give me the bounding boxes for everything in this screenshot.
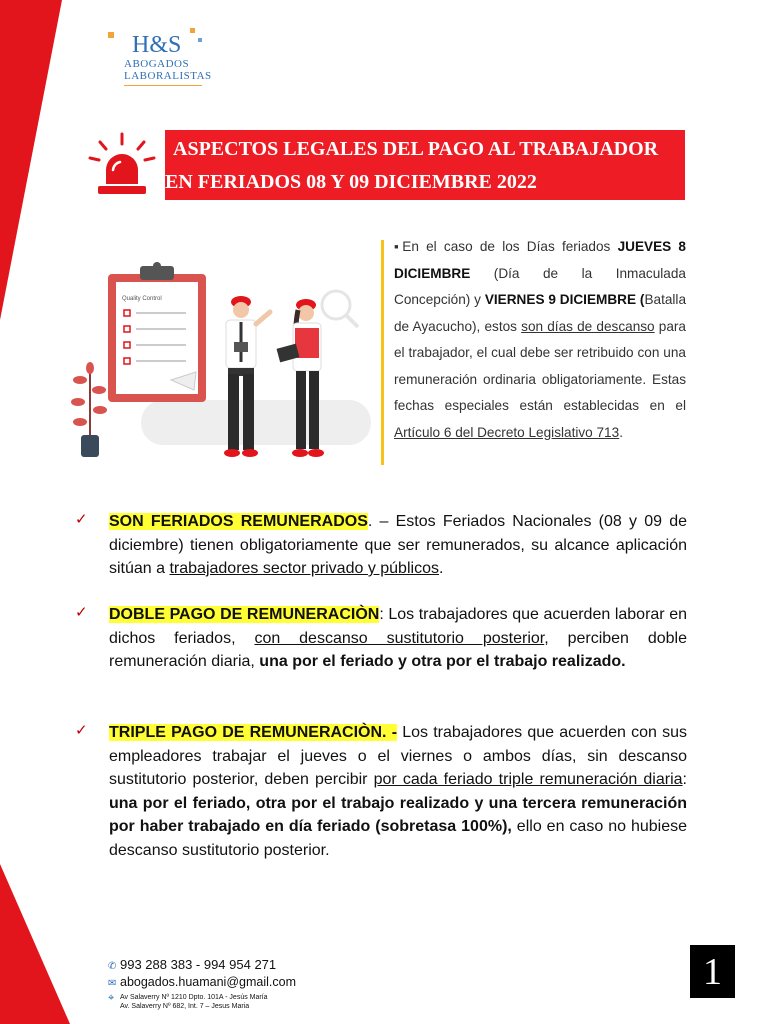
item-heading: SON FERIADOS REMUNERADOS: [109, 513, 368, 530]
intro-bold-date: VIERNES 9 DICIEMBRE (: [484, 292, 645, 307]
intro-underlined: son días de descanso: [521, 318, 655, 334]
corner-decoration-top: [0, 0, 62, 320]
divider-bar: [381, 240, 384, 465]
footer-phone: 993 288 383 - 994 954 271: [120, 957, 277, 972]
intro-text: para el trabajador, el cual debe ser retribuido con una remuneración ordinaria obligatoriamente. Estas fechas especiales están establecidas en el: [394, 318, 686, 413]
siren-icon: [86, 132, 158, 200]
location-icon: ⌖: [108, 991, 115, 1004]
list-item-text: [109, 603, 687, 674]
title-banner: [165, 130, 685, 200]
logo-line1: ABOGADOS: [124, 58, 190, 70]
email-icon: ✉: [108, 978, 117, 989]
item-body: .: [438, 560, 444, 577]
footer-address: [120, 993, 268, 1011]
checkmark-icon: ✓: [75, 510, 88, 528]
item-body: , perciben doble remuneración diaria,: [109, 629, 688, 670]
clipboard-label: Quality Control: [122, 296, 162, 302]
logo-line2: LABORALISTAS: [124, 70, 212, 82]
intro-text: Batalla de Ayacucho), estos: [394, 292, 687, 334]
title-line1: ASPECTOS LEGALES DEL PAGO AL TRABAJADOR: [173, 138, 659, 160]
footer-email-row: [108, 975, 296, 989]
item-body: :: [682, 771, 687, 788]
list-item-text: [109, 510, 687, 581]
intro-text: En el caso de los Días feriados: [402, 239, 618, 254]
intro-bold-date: JUEVES 8 DICIEMBRE: [394, 239, 686, 281]
item-body: . – Estos Feriados Nacionales (08 y 09 de diciembre) tienen obligatoriamente que ser remunerados, su alcance aplicación sitúan a: [109, 513, 687, 577]
intro-text: .: [619, 424, 623, 440]
page-number: 1: [690, 945, 735, 998]
logo-brand: H&S: [132, 32, 182, 58]
bullet: ▪: [394, 239, 403, 254]
quality-control-illustration: [66, 250, 376, 465]
footer-phone-row: [108, 957, 276, 972]
corner-decoration-bottom: [0, 864, 70, 1024]
item-heading: DOBLE PAGO DE REMUNERACIÒN: [109, 606, 380, 623]
intro-paragraph: [394, 234, 686, 446]
footer-address-line: Av. Salaverry Nº 682, Int. 7 – Jesus Maria: [120, 1003, 250, 1010]
footer-address-line: Av Salaverry Nº 1210 Dpto. 101A - Jesús María: [120, 994, 268, 1001]
item-body: Los trabajadores que acuerden con sus empleadores trabajar el jueves o el viernes o ambos días, sin descanso sustitutorio posterior, deben percibir: [109, 724, 687, 788]
item-underlined: con descanso sustitutorio posterior: [254, 629, 545, 647]
logo-square-accent: [190, 28, 195, 33]
item-body: : Los trabajadores que acuerden laborar en dichos feriados,: [109, 606, 688, 647]
item-bold: una por el feriado, otra por el trabajo realizado y una tercera remuneración por haber trabajado en día feriado (sobretasa 100%),: [109, 794, 687, 835]
item-underlined: trabajadores sector privado y públicos: [169, 560, 439, 577]
item-bold: una por el feriado y otra por el trabajo realizado.: [259, 653, 626, 670]
item-heading: TRIPLE PAGO DE REMUNERACIÒN. -: [109, 724, 398, 741]
company-logo: [108, 28, 212, 90]
list-item-text: [109, 721, 687, 862]
title-line2: EN FERIADOS 08 Y 09 DICIEMBRE 2022: [165, 171, 537, 193]
footer-address-row: [108, 993, 268, 1011]
checkmark-icon: ✓: [75, 721, 88, 739]
logo-underline: [124, 85, 202, 86]
logo-square-accent: [198, 38, 202, 42]
footer-email: abogados.huamani@gmail.com: [120, 975, 296, 989]
intro-text: (Día de la Inmaculada Concepción) y: [394, 265, 686, 307]
phone-icon: ✆: [108, 961, 117, 972]
logo-square-accent: [108, 32, 114, 38]
intro-legal-reference: Artículo 6 del Decreto Legislativo 713: [394, 424, 620, 440]
checkmark-icon: ✓: [75, 603, 88, 621]
item-body: ello en caso no hubiese descanso sustitutorio posterior.: [109, 818, 687, 859]
item-underlined: por cada feriado triple remuneración diaria: [373, 771, 683, 788]
